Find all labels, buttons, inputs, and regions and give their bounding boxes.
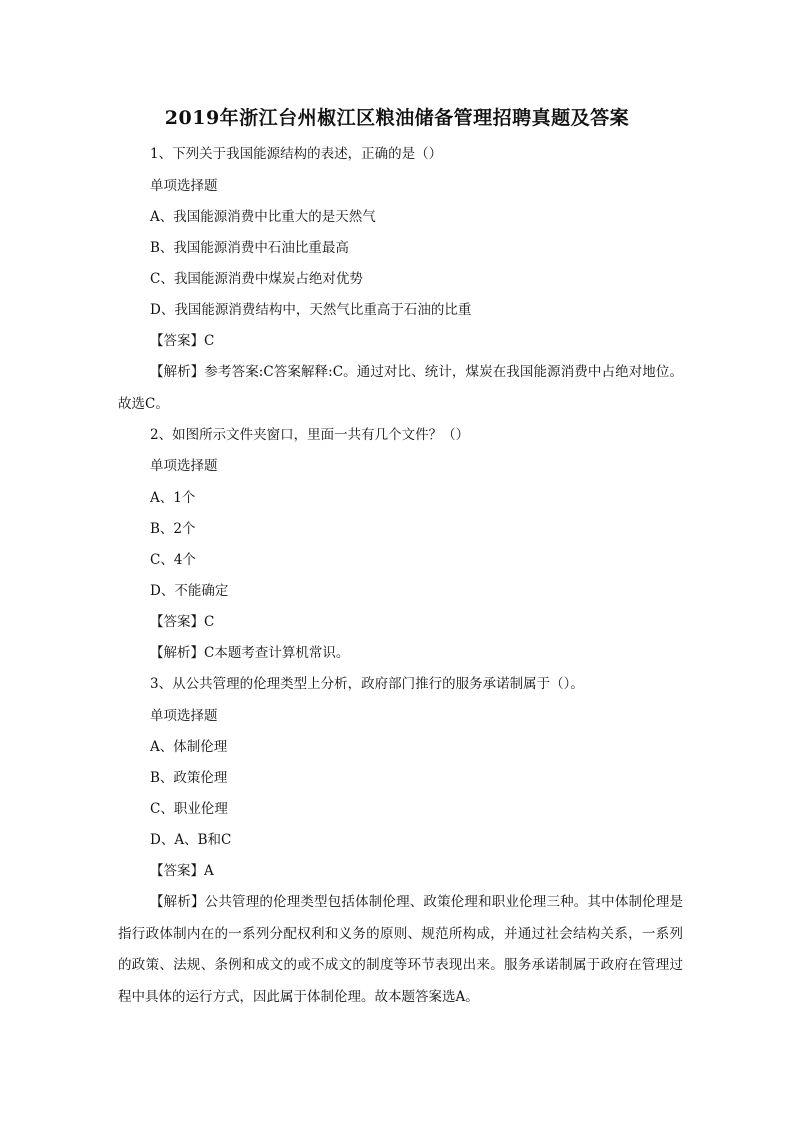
question-3-option-c: C、职业伦理 (150, 801, 228, 817)
question-2-type: 单项选择题 (150, 458, 218, 474)
question-2-answer: 【答案】C (150, 614, 215, 630)
question-2-option-a: A、1个 (150, 490, 196, 506)
question-3-option-b: B、政策伦理 (150, 770, 228, 786)
question-2-option-b: B、2个 (150, 521, 196, 537)
question-3-option-a: A、体制伦理 (150, 739, 228, 755)
question-2-option-c: C、4个 (150, 552, 196, 568)
question-3-explanation: 【解析】公共管理的伦理类型包括体制伦理、政策伦理和职业伦理三种。其中体制伦理是指行政体制内在的一系列分配权利和义务的原则、规范所构成，并通过社会结构关系，一系列的政策、法规、条例和成文的或不成文的制度等环节表现出来。服务承诺制属于政府在管理过程中具体的运行方式，因此属于体制伦理。故本题答案选A。 (118, 894, 683, 1005)
question-2-text: 2、如图所示文件夹窗口，里面一共有几个文件？（） (150, 427, 470, 443)
question-2-explanation: 【解析】C本题考查计算机常识。 (150, 645, 350, 661)
question-3-option-d: D、A、B和C (150, 832, 232, 848)
question-3-text: 3、从公共管理的伦理类型上分析，政府部门推行的服务承诺制属于（）。 (150, 676, 584, 692)
question-1-explanation: 【解析】参考答案:C答案解释:C。通过对比、统计，煤炭在我国能源消费中占绝对地位。故选C。 (118, 364, 683, 412)
question-1-option-c: C、我国能源消费中煤炭占绝对优势 (150, 271, 363, 287)
document-title: 2019年浙江台州椒江区粮油储备管理招聘真题及答案 (164, 107, 630, 129)
question-1-option-a: A、我国能源消费中比重大的是天然气 (150, 209, 376, 225)
question-2-option-d: D、不能确定 (150, 583, 229, 599)
question-3-type: 单项选择题 (150, 708, 218, 724)
question-1-text: 1、下列关于我国能源结构的表述，正确的是（） (150, 146, 443, 162)
question-1-option-d: D、我国能源消费结构中，天然气比重高于石油的比重 (150, 302, 472, 318)
question-3-answer: 【答案】A (150, 863, 214, 879)
question-1-type: 单项选择题 (150, 178, 218, 194)
question-1-answer: 【答案】C (150, 333, 215, 349)
question-1-option-b: B、我国能源消费中石油比重最高 (150, 240, 349, 256)
